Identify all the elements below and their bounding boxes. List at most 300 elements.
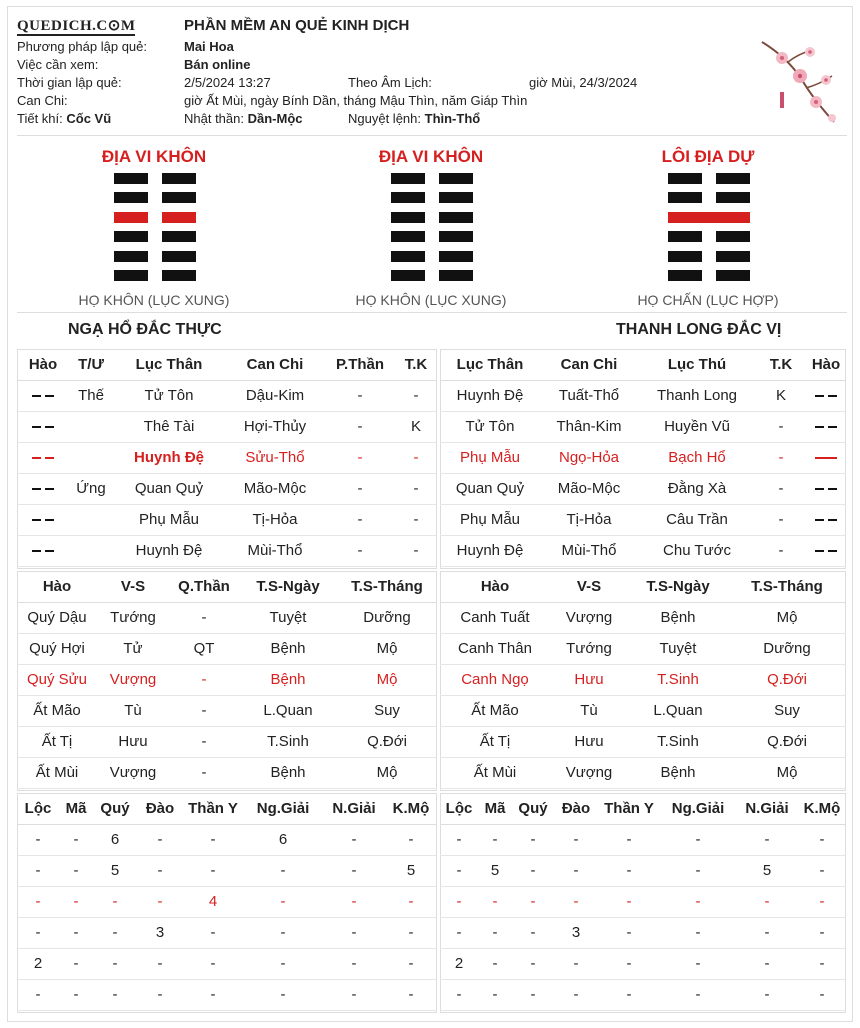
table-row [17,633,437,664]
table-cell: - [385,886,437,917]
yin-line [391,270,473,281]
column-header: T.K [395,350,437,380]
table-cell: - [323,886,385,917]
column-header: Thần Y [598,794,660,824]
table-cell: Tử [97,633,169,664]
table-cell: - [323,979,385,1010]
table-cell: - [93,886,137,917]
plum-blossom-icon [758,36,842,128]
tietkhi-label: Tiết khí: [17,111,63,126]
table-cell: - [798,886,846,917]
hexagram-main-name: ĐỊA VI KHÔN [101,147,207,166]
table-cell: - [395,442,437,473]
table-cell: - [440,886,478,917]
yin-line [114,192,196,203]
table-row [17,824,437,855]
table-row [440,855,846,886]
table-cell: L.Quan [628,695,728,726]
table-cell: - [440,917,478,948]
table-cell: - [243,855,323,886]
table-cell: Mộ [728,602,846,633]
table-cell: - [512,979,554,1010]
table-cell: - [598,886,660,917]
table-cell: Quý Sửu [17,664,97,695]
table-row [440,695,846,726]
table-cell: - [137,979,183,1010]
table-cell: Bệnh [628,757,728,788]
table-cell: Hưu [550,726,628,757]
table-cell: QT [169,633,239,664]
table-cell: 2 [440,948,478,979]
column-header: Thần Y [183,794,243,824]
table-cell: Bệnh [239,757,337,788]
table-cell: - [183,948,243,979]
column-header: Ng.Giải [660,794,736,824]
table-cell: - [554,948,598,979]
table-row [440,886,846,917]
table-cell: Tuyệt [628,633,728,664]
table-cell: Bệnh [628,602,728,633]
column-header: T.S-Tháng [337,572,437,602]
table-cell: Tị-Hỏa [225,504,325,535]
table-cell: Tù [97,695,169,726]
table-header-row [17,794,437,824]
table-cell: - [137,855,183,886]
table-cell: - [325,380,395,411]
table-cell: - [660,979,736,1010]
table-row [440,473,846,504]
table-cell: - [243,979,323,1010]
column-header: P.Thần [325,350,395,380]
table-row [17,602,437,633]
table-cell: - [59,917,93,948]
table-cell: - [243,917,323,948]
table-cell: Thê Tài [113,411,225,442]
column-header: Quý [512,794,554,824]
table-cell: - [323,948,385,979]
table-cell: - [512,917,554,948]
table-row [17,757,437,788]
column-header: V-S [550,572,628,602]
table-cell: - [512,948,554,979]
table-cell: - [323,824,385,855]
table-cell [69,442,113,473]
table-cell [17,411,69,442]
table-cell: - [183,855,243,886]
table-cell: Tử Tôn [113,380,225,411]
table-cell: Q.Đới [337,726,437,757]
hexagram-main [114,173,196,281]
table-cell: Chu Tước [638,535,756,566]
divider [17,312,847,313]
table-header-row [440,794,846,824]
table-cell: Mộ [337,664,437,695]
table-cell [17,535,69,566]
table-cell: Ất Mùi [17,757,97,788]
table-cell: - [183,824,243,855]
table-cell: K [395,411,437,442]
column-header: N.Giải [323,794,385,824]
table-cell: - [323,917,385,948]
table-row [440,535,846,566]
table-header-row [440,350,846,380]
table-cell: - [323,855,385,886]
table-cell: - [756,504,806,535]
column-header: Can Chi [225,350,325,380]
table-row [17,948,437,979]
table-cell: - [554,979,598,1010]
table-cell: - [183,917,243,948]
table-cell: - [598,917,660,948]
table-cell: Mão-Mộc [225,473,325,504]
nguyetlenh-label: Nguyệt lệnh: [348,111,421,126]
table-cell: - [736,948,798,979]
vuong-suy-table-main [17,572,437,789]
table-cell: Mộ [728,757,846,788]
table-row [17,411,437,442]
table-cell: - [660,886,736,917]
table-cell: - [660,855,736,886]
table-cell: Hợi-Thủy [225,411,325,442]
column-header: Hào [806,350,846,380]
table-row [440,442,846,473]
column-header: T.S-Ngày [628,572,728,602]
table-cell: - [598,855,660,886]
table-cell: - [554,824,598,855]
table-cell: Quan Quỷ [440,473,540,504]
table-cell: - [243,948,323,979]
table-cell: Dưỡng [337,602,437,633]
table-cell: - [440,979,478,1010]
table-cell: - [512,855,554,886]
table-cell: - [598,824,660,855]
table-cell: Huyền Vũ [638,411,756,442]
table-cell: - [169,664,239,695]
table-cell: Mùi-Thổ [225,535,325,566]
table-cell: 5 [736,855,798,886]
table-cell: - [554,855,598,886]
table-row [17,979,437,1010]
table-cell: - [554,886,598,917]
column-header: Lộc [440,794,478,824]
table-row [440,602,846,633]
column-header: Hào [440,572,550,602]
table-row [440,726,846,757]
yin-line [114,270,196,281]
column-header: Lục Thân [440,350,540,380]
table-cell: Ất Mùi [440,757,550,788]
table-cell [17,442,69,473]
table-cell: - [756,473,806,504]
yin-line-icon [815,390,837,402]
table-cell: Suy [728,695,846,726]
table-cell: 6 [243,824,323,855]
column-header: T.S-Ngày [239,572,337,602]
table-cell [69,535,113,566]
table-cell: - [59,979,93,1010]
lunar-value: giờ Mùi, 24/3/2024 [529,75,638,90]
table-cell: 5 [478,855,512,886]
table-cell: Bệnh [239,664,337,695]
table-cell: - [478,824,512,855]
nguyetlenh-value: Thìn-Thổ [424,111,481,126]
hexagram-mutual-name: ĐỊA VI KHÔN [378,147,484,166]
table-cell [69,411,113,442]
table-cell: Bạch Hổ [638,442,756,473]
table-cell: Quý Hợi [17,633,97,664]
table-cell: - [325,473,395,504]
column-header: K.Mộ [798,794,846,824]
hexagram-mutual-family: HỌ KHÔN (LỤC XUNG) [355,292,507,308]
yin-line-moving [114,212,196,223]
table-cell: Câu Trần [638,504,756,535]
table-cell: L.Quan [239,695,337,726]
table-cell: Ất Tị [440,726,550,757]
table-cell: - [736,824,798,855]
yin-line [668,173,750,184]
table-row [440,979,846,1010]
table-cell: Quan Quỷ [113,473,225,504]
table-cell: - [17,917,59,948]
table-cell: Phụ Mẫu [440,504,540,535]
table-cell: Tuất-Thổ [540,380,638,411]
table-cell: - [385,824,437,855]
table-cell: - [478,948,512,979]
table-cell: T.Sinh [239,726,337,757]
yin-line-icon [815,545,837,557]
column-header: T.K [756,350,806,380]
column-header: Lục Thú [638,350,756,380]
table-header-row [17,572,437,602]
table-row [17,855,437,886]
table-cell: - [736,979,798,1010]
table-cell [69,504,113,535]
table-cell: Ngọ-Hỏa [540,442,638,473]
column-header: Hào [17,572,97,602]
table-cell: - [756,411,806,442]
table-cell: - [137,948,183,979]
luc-than-table-changed [440,350,846,567]
yin-line [391,212,473,223]
table-cell: - [512,886,554,917]
table-cell: Canh Tuất [440,602,550,633]
nhatthan-label: Nhật thần: [184,111,244,126]
table-cell: - [59,886,93,917]
table-cell: - [169,695,239,726]
table-cell: - [660,948,736,979]
table-cell: - [93,979,137,1010]
table-cell: 4 [183,886,243,917]
table-cell: Vượng [97,664,169,695]
table-cell: 5 [93,855,137,886]
table-row [440,757,846,788]
table-cell: Tướng [97,602,169,633]
yin-line-icon [32,452,54,464]
table-cell: Tị-Hỏa [540,504,638,535]
table-row [440,664,846,695]
table-cell: Hưu [97,726,169,757]
table-cell: Phụ Mẫu [113,504,225,535]
table-cell: Mộ [337,757,437,788]
table-cell: - [385,948,437,979]
table-cell: Đằng Xà [638,473,756,504]
table-cell [806,473,846,504]
table-cell: - [243,886,323,917]
yin-line [114,173,196,184]
table-cell: Huynh Đệ [440,380,540,411]
canchi-label: Can Chi: [17,93,68,108]
table-cell: Canh Ngọ [440,664,550,695]
yin-line [114,231,196,242]
table-cell: Hưu [550,664,628,695]
table-cell: - [385,917,437,948]
table-cell: - [736,886,798,917]
column-header: Lộc [17,794,59,824]
table-cell: - [798,855,846,886]
table-cell: - [478,979,512,1010]
table-cell: - [183,979,243,1010]
yin-line-icon [32,545,54,557]
column-header: T.S-Tháng [728,572,846,602]
table-row [440,917,846,948]
table-cell: 6 [93,824,137,855]
table-row [440,948,846,979]
table-cell [806,411,846,442]
table-row [17,535,437,566]
tietkhi-row [17,110,111,128]
table-cell: Huynh Đệ [113,535,225,566]
table-cell: Vượng [550,757,628,788]
table-row [440,380,846,411]
site-logo[interactable]: QUEDICH.C⊙M [17,18,136,34]
time-label: Thời gian lập quẻ: [17,75,122,90]
table-cell: Ất Tị [17,726,97,757]
yang-line-moving [668,212,750,223]
column-header: Đào [137,794,183,824]
table-cell: - [137,886,183,917]
table-cell: - [395,473,437,504]
table-cell: - [512,824,554,855]
table-cell: - [798,917,846,948]
table-row [17,917,437,948]
table-row [17,726,437,757]
nhatthan-value: Dần-Mộc [247,111,303,126]
topic-value: Bán online [184,57,251,72]
table-row [17,504,437,535]
column-header: Can Chi [540,350,638,380]
table-row [17,695,437,726]
column-header: Mã [59,794,93,824]
app-title: PHẦN MỀM AN QUẺ KINH DỊCH [184,17,410,34]
table-cell: - [385,979,437,1010]
yin-line [668,192,750,203]
table-header-row [440,572,846,602]
table-cell: - [17,979,59,1010]
table-cell: Mão-Mộc [540,473,638,504]
table-row [17,442,437,473]
table-cell: Quý Dậu [17,602,97,633]
table-cell: - [59,855,93,886]
table-cell: - [598,948,660,979]
method-value: Mai Hoa [184,39,234,54]
yin-line [668,231,750,242]
table-cell: Dưỡng [728,633,846,664]
table-cell: - [478,917,512,948]
table-cell: 3 [137,917,183,948]
table-cell: - [17,886,59,917]
table-cell: - [325,411,395,442]
table-cell: - [169,757,239,788]
table-cell: - [137,824,183,855]
table-cell [17,473,69,504]
table-cell: - [440,824,478,855]
table-cell: Q.Đới [728,726,846,757]
yin-line [391,251,473,262]
vuong-suy-table-changed [440,572,846,789]
table-cell: K [756,380,806,411]
table-cell: Huynh Đệ [113,442,225,473]
hexagram-main-family: HỌ KHÔN (LỤC XUNG) [78,292,230,308]
table-cell: - [17,855,59,886]
table-cell: Dậu-Kim [225,380,325,411]
table-cell: - [736,917,798,948]
column-header: Hào [17,350,69,380]
table-cell: Suy [337,695,437,726]
table-cell: Q.Đới [728,664,846,695]
table-cell [806,504,846,535]
table-cell: - [93,917,137,948]
table-cell: Thanh Long [638,380,756,411]
table-cell: Tù [550,695,628,726]
divider [17,135,847,136]
table-cell: Canh Thân [440,633,550,664]
table-cell: 2 [17,948,59,979]
table-cell: Thân-Kim [540,411,638,442]
table-row [440,504,846,535]
table-cell: Phụ Mẫu [440,442,540,473]
column-header: Mã [478,794,512,824]
table-row [17,664,437,695]
yin-line-icon [815,421,837,433]
table-cell: Vượng [97,757,169,788]
yin-line [668,270,750,281]
table-row [17,886,437,917]
table-cell: - [59,824,93,855]
table-cell [806,380,846,411]
table-cell: - [660,824,736,855]
than-sat-table-main [17,794,437,1011]
table-cell: Mộ [337,633,437,664]
table-cell: - [395,504,437,535]
table-row [17,473,437,504]
table-cell: 3 [554,917,598,948]
table-cell: T.Sinh [628,664,728,695]
yin-line-icon [815,483,837,495]
column-header: K.Mộ [385,794,437,824]
table-cell: - [93,948,137,979]
table-cell: - [660,917,736,948]
table-cell: Huynh Đệ [440,535,540,566]
than-sat-table-changed [440,794,846,1011]
table-cell: - [325,535,395,566]
nguyetlenh-row [348,110,480,128]
yin-line-icon [32,514,54,526]
table-row [440,411,846,442]
table-cell: Tuyệt [239,602,337,633]
hexagram-changed-family: HỌ CHẤN (LỤC HỢP) [637,292,779,308]
method-label: Phương pháp lập quẻ: [17,39,147,54]
table-cell: T.Sinh [628,726,728,757]
